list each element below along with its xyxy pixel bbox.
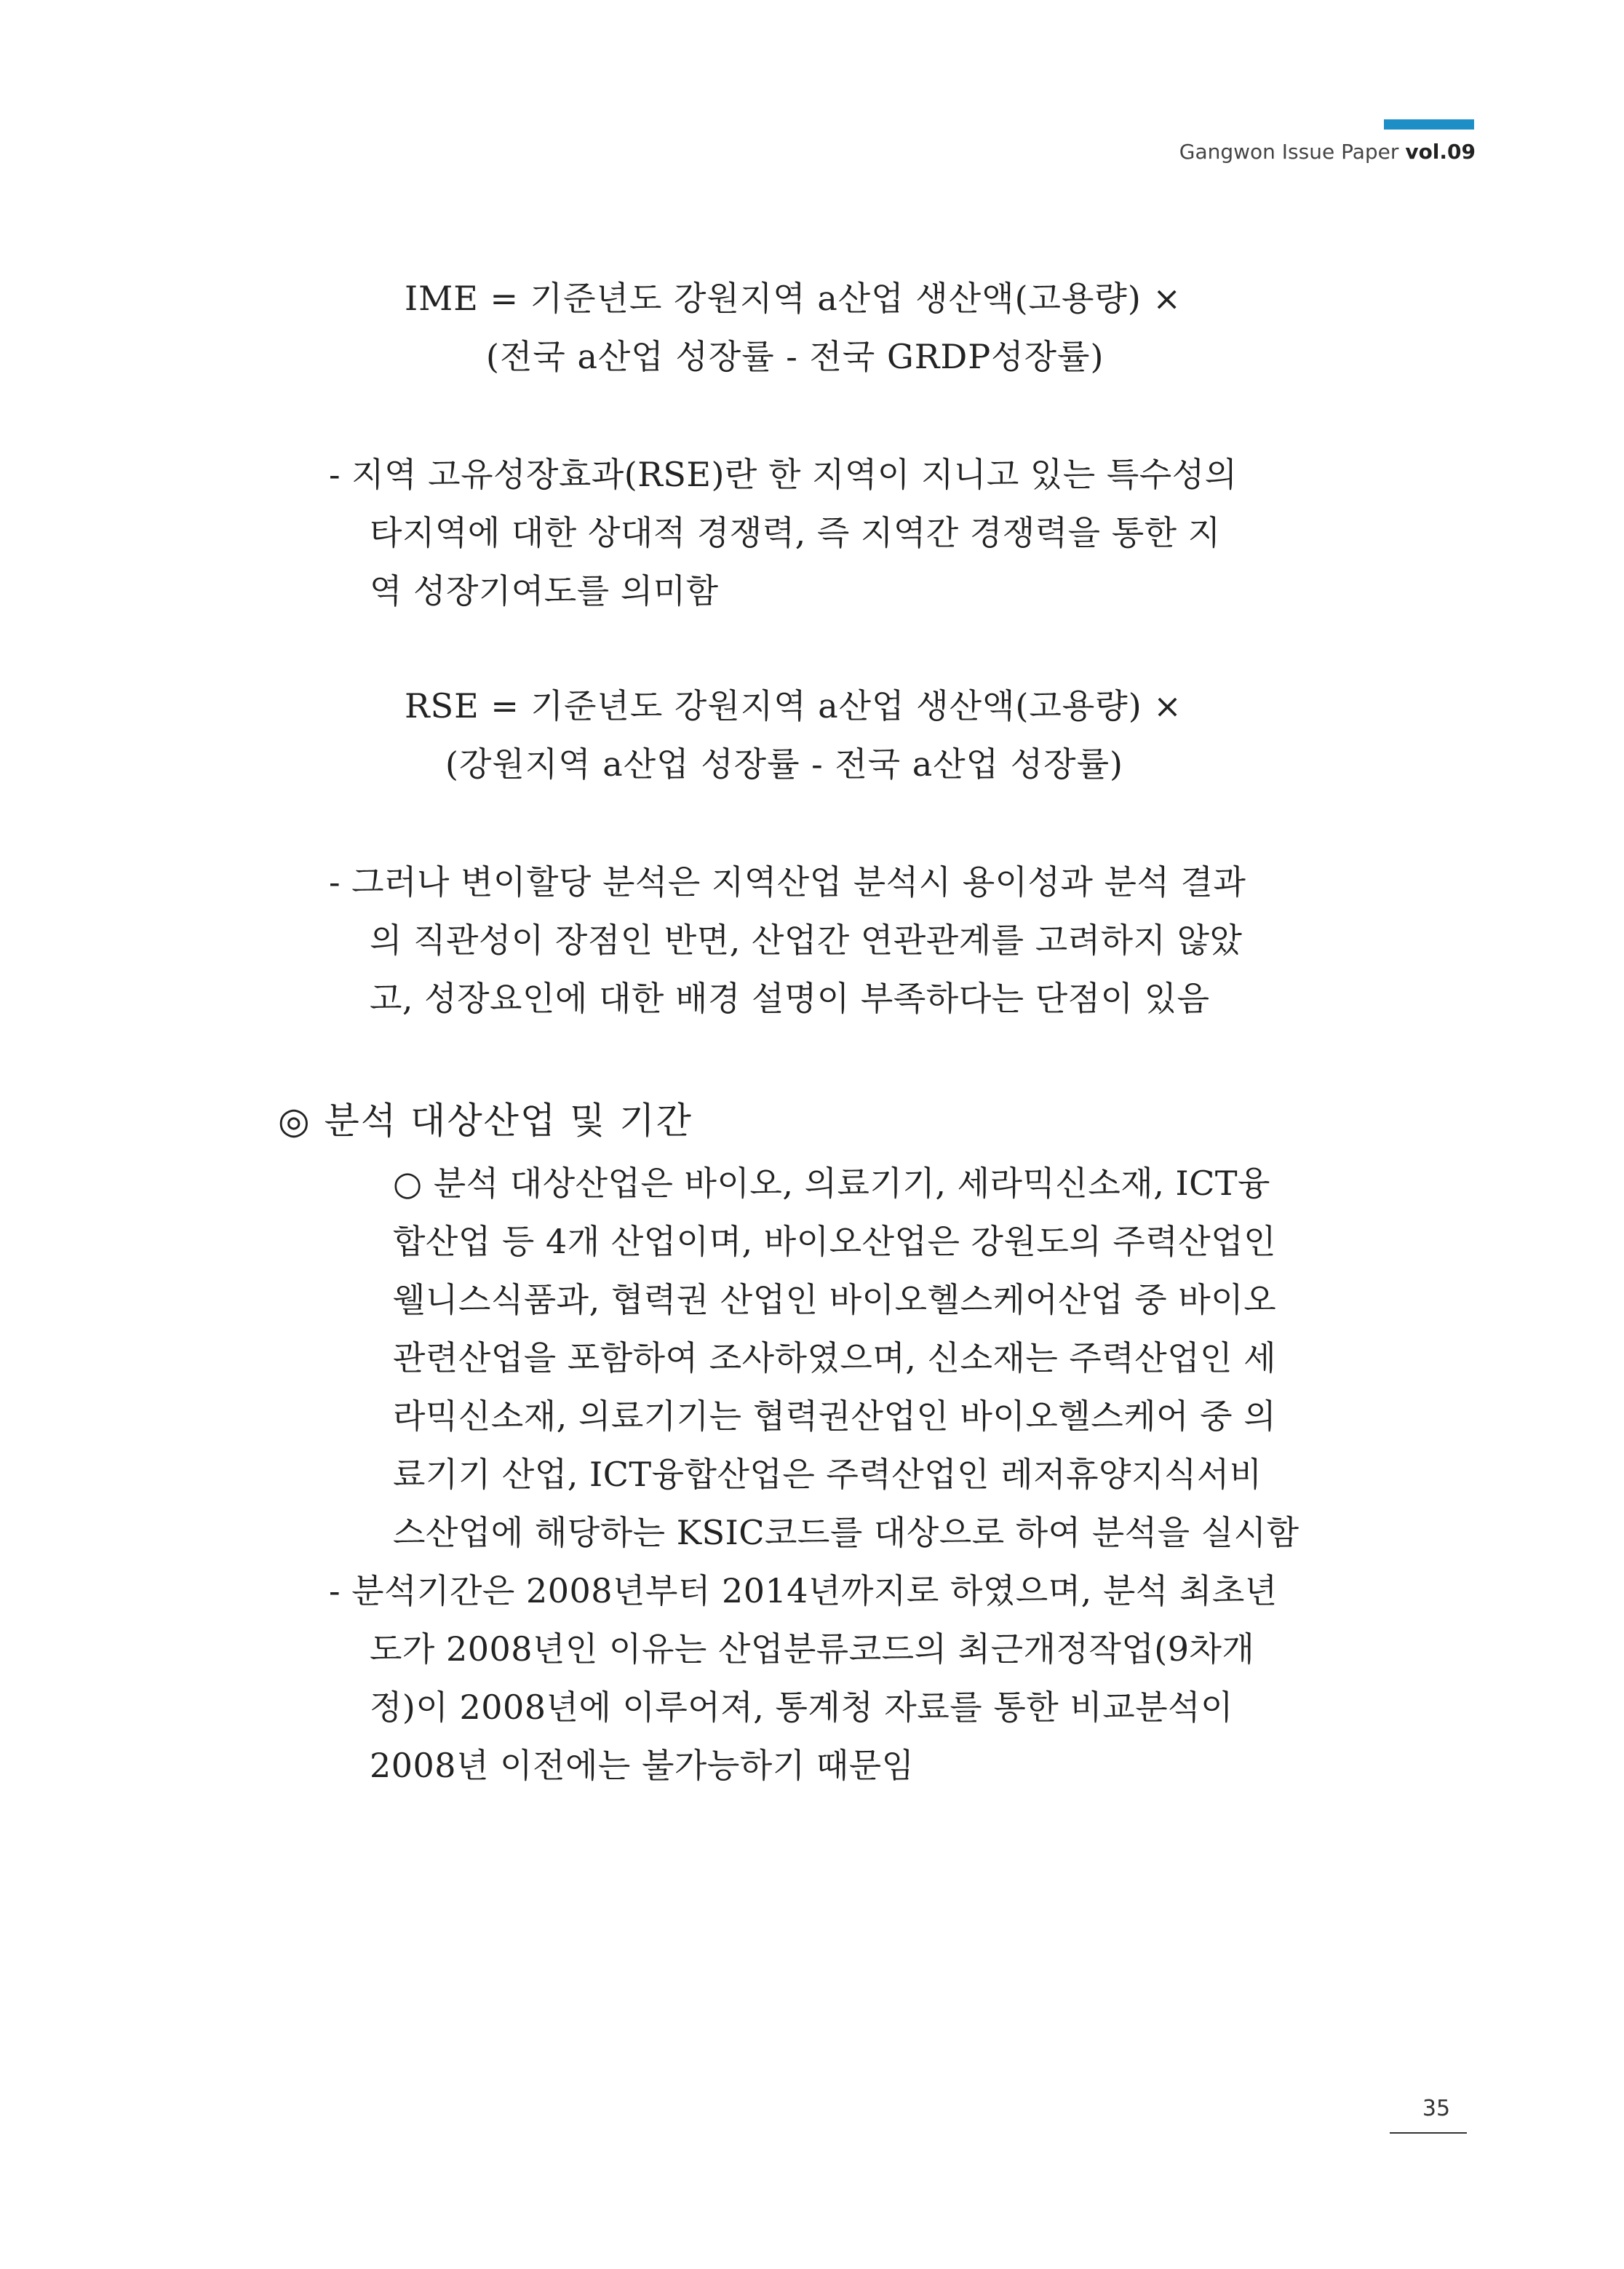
ime-formula-line2: (전국 a산업 성장률 - 전국 GRDP성장률) [486,337,1104,376]
section-heading: ◎ 분석 대상산업 및 기간 [278,1100,693,1142]
rse-formula-line2: (강원지역 a산업 성장률 - 전국 a산업 성장률) [445,744,1123,784]
rse-definition-line: 역 성장기여도를 의미함 [370,571,719,611]
rse-definition-line: - 지역 고유성장효과(RSE)란 한 지역이 지니고 있는 특수성의 [329,455,1238,494]
industries-line: 합산업 등 4개 산업이며, 바이오산업은 강원도의 주력산업인 [393,1222,1277,1261]
publication-title [1179,140,1476,164]
publication-name: Gangwon Issue Paper [1179,140,1406,164]
period-line: - 분석기간은 2008년부터 2014년까지로 하였으며, 분석 최초년 [329,1571,1278,1610]
industries-line: 스산업에 해당하는 KSIC코드를 대상으로 하여 분석을 실시함 [393,1513,1299,1552]
industries-line: 관련산업을 포함하여 조사하였으며, 신소재는 주력산업인 세 [393,1338,1277,1378]
limitation-line: - 그러나 변이할당 분석은 지역산업 분석시 용이성과 분석 결과 [329,862,1246,902]
industries-line: 웰니스식품과, 협력권 산업인 바이오헬스케어산업 중 바이오 [393,1280,1277,1319]
period-line: 도가 2008년인 이유는 산업분류코드의 최근개정작업(9차개 [370,1629,1255,1669]
header-accent-bar [1384,119,1474,130]
publication-volume: vol.09 [1405,140,1476,164]
period-line: 정)이 2008년에 이루어져, 통계청 자료를 통한 비교분석이 [370,1688,1234,1727]
rse-definition-line: 타지역에 대한 상대적 경쟁력, 즉 지역간 경쟁력을 통한 지 [370,513,1221,552]
limitation-line: 고, 성장요인에 대한 배경 설명이 부족하다는 단점이 있음 [370,979,1210,1018]
page-number-rule [1390,2132,1467,2134]
industries-line: ○ 분석 대상산업은 바이오, 의료기기, 세라믹신소재, ICT융 [393,1164,1270,1203]
page-number: 35 [1422,2096,1451,2121]
period-line: 2008년 이전에는 불가능하기 때문임 [370,1746,915,1785]
industries-line: 라믹신소재, 의료기기는 협력권산업인 바이오헬스케어 중 의 [393,1396,1277,1436]
limitation-line: 의 직관성이 장점인 반면, 산업간 연관관계를 고려하지 않았 [370,921,1243,960]
industries-line: 료기기 산업, ICT융합산업은 주력산업인 레저휴양지식서비 [393,1455,1262,1494]
ime-formula-line1: IME = 기준년도 강원지역 a산업 생산액(고용량) × [405,279,1182,318]
rse-formula-line1: RSE = 기준년도 강원지역 a산업 생산액(고용량) × [405,686,1182,726]
